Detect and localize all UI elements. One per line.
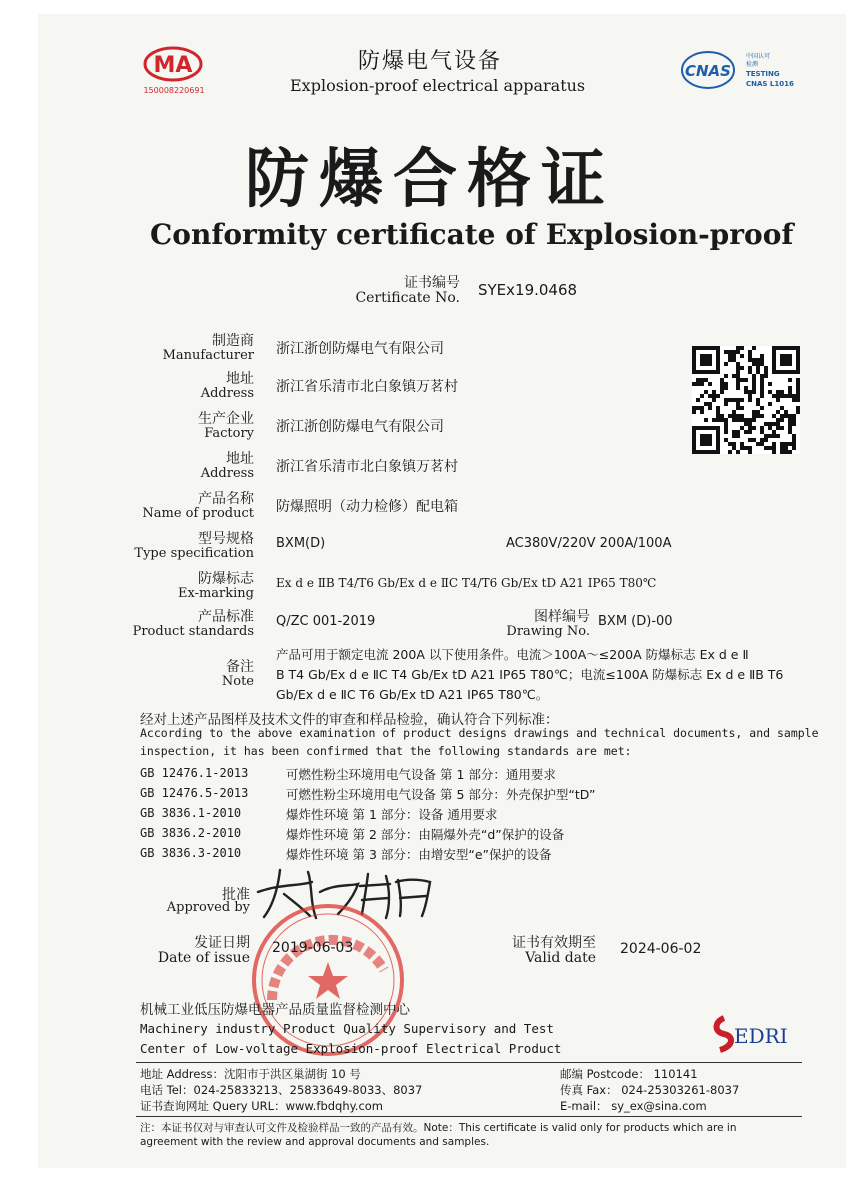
statement-en-2: inspection, it has been confirmed that the following standards are met: <box>140 744 632 758</box>
type-label-en: Type specification <box>134 546 254 561</box>
std-desc: 爆炸性环境 第 2 部分：由隔爆外壳“d”保护的设备 <box>286 827 565 842</box>
factory-label-en: Factory <box>204 426 254 441</box>
approved-label-cn: 批准 <box>222 887 250 903</box>
address1-label-cn: 地址 <box>226 371 254 387</box>
qr-code-graphic <box>692 346 800 454</box>
address2-label-cn: 地址 <box>226 451 254 467</box>
cnas-logo <box>678 46 798 96</box>
cert-no-label-en: Certificate No. <box>355 290 460 306</box>
note-line-3: Gb/Ex d e ⅡC T6 Gb/Ex tD A21 IP65 T80℃。 <box>276 687 549 702</box>
cnas-top2: 检测 <box>746 61 759 68</box>
cnas-testing: TESTING <box>746 70 780 78</box>
factory-value: 浙江浙创防爆电气有限公司 <box>276 419 444 435</box>
drawing-value: BXM (D)-00 <box>598 614 673 629</box>
note-line-2: B T4 Gb/Ex d e ⅡC T4 Gb/Ex tD A21 IP65 T80℃；电流≤100A 防爆标志 Ex d e ⅡB T6 <box>276 667 784 682</box>
edri-logo-text: EDRI <box>734 1024 788 1048</box>
divider-top <box>136 1062 802 1063</box>
divider-bottom <box>136 1116 802 1117</box>
note-label-cn: 备注 <box>226 659 254 675</box>
contact-address: 地址 Address：沈阳市于洪区巢湖街 10 号 <box>140 1067 361 1081</box>
approved-label-en: Approved by <box>166 900 250 915</box>
product-label-en: Name of product <box>142 506 254 521</box>
standards-label-cn: 产品标准 <box>198 609 254 625</box>
address2-label-en: Address <box>200 466 254 481</box>
std-desc: 爆炸性环境 第 1 部分：设备 通用要求 <box>286 807 498 822</box>
std-code: GB 12476.5-2013 <box>140 786 249 800</box>
header-en-title: Explosion-proof electrical apparatus <box>290 76 586 95</box>
statement-cn: 经对上述产品图样及技术文件的审查和样品检验，确认符合下列标准： <box>140 712 559 728</box>
contact-postcode: 邮编 Postcode： 110141 <box>560 1067 698 1081</box>
header-cn-title: 防爆电气设备 <box>357 49 502 74</box>
cnas-logo-text: CNAS <box>685 62 731 80</box>
std-code: GB 3836.3-2010 <box>140 846 242 860</box>
type-label-cn: 型号规格 <box>198 531 254 547</box>
product-label-cn: 产品名称 <box>198 491 254 507</box>
cnas-top: 中国认可 <box>746 53 771 60</box>
issue-label-en: Date of issue <box>157 950 250 966</box>
std-code: GB 3836.2-2010 <box>140 826 242 840</box>
address1-value: 浙江省乐清市北白象镇万茗村 <box>276 379 458 395</box>
std-desc: 爆炸性环境 第 3 部分：由增安型“e”保护的设备 <box>286 847 552 862</box>
exmarking-value: Ex d e ⅡB T4/T6 Gb/Ex d e ⅡC T4/T6 Gb/Ex tD A21 IP65 T80℃ <box>276 576 657 590</box>
contact-tel: 电话 Tel：024-25833213、25833649-8033、8037 <box>140 1083 423 1097</box>
title-en: Conformity certificate of Explosion-proof <box>150 218 794 251</box>
issuer-cn: 机械工业低压防爆电器产品质量监督检测中心 <box>140 1002 410 1018</box>
std-code: GB 12476.1-2013 <box>140 766 249 780</box>
std-desc: 可燃性粉尘环境用电气设备 第 1 部分：通用要求 <box>286 767 556 782</box>
manufacturer-value: 浙江浙创防爆电气有限公司 <box>276 341 444 357</box>
note-label-en: Note <box>221 674 254 689</box>
ma-logo-text: MA <box>153 53 193 78</box>
contact-email: E-mail： sy_ex@sina.com <box>560 1099 707 1113</box>
valid-value: 2024-06-02 <box>620 941 702 957</box>
exmarking-label-en: Ex-marking <box>177 586 254 601</box>
exmarking-label-cn: 防爆标志 <box>198 571 254 587</box>
type-value: BXM(D) <box>276 536 326 551</box>
drawing-label-cn: 图样编号 <box>534 609 590 625</box>
contact-fax: 传真 Fax： 024-25303261-8037 <box>560 1083 740 1097</box>
standards-value: Q/ZC 001-2019 <box>276 614 376 629</box>
manufacturer-label-en: Manufacturer <box>162 348 254 363</box>
contact-url: 证书查询网址 Query URL：www.fbdqhy.com <box>140 1099 384 1113</box>
cert-no-label-cn: 证书编号 <box>404 275 460 291</box>
product-value: 防爆照明（动力检修）配电箱 <box>276 499 458 515</box>
standards-label-en: Product standards <box>132 624 254 639</box>
address2-value: 浙江省乐清市北白象镇万茗村 <box>276 459 458 475</box>
drawing-label-en: Drawing No. <box>506 624 590 639</box>
title-cn: 防爆合格证 <box>245 143 615 217</box>
footer-line-1: 注：本证书仅对与审查认可文件及检验样品一致的产品有效。Note：This certificate is valid only for products which are in <box>140 1122 737 1134</box>
std-desc: 可燃性粉尘环境用电气设备 第 5 部分：外壳保护型“tD” <box>286 787 596 802</box>
issuer-en-2: Center of Low-voltage Explosion-proof Electrical Product <box>140 1041 562 1056</box>
note-line-1: 产品可用于额定电流 200A 以下使用条件。电流＞100A～≤200A 防爆标志 Ex d e Ⅱ <box>276 647 749 662</box>
edri-logo <box>712 1012 802 1054</box>
footer-line-2: agreement with the review and approval documents and samples. <box>140 1136 490 1148</box>
std-code: GB 3836.1-2010 <box>140 806 242 820</box>
cnas-number: CNAS L1016 <box>746 80 794 88</box>
statement-en-1: According to the above examination of product designs drawings and technical documents, and sample <box>140 726 819 740</box>
valid-label-cn: 证书有效期至 <box>512 935 596 951</box>
valid-label-en: Valid date <box>525 950 596 966</box>
type-value2: AC380V/220V 200A/100A <box>506 536 672 551</box>
official-stamp <box>248 900 408 1060</box>
manufacturer-label-cn: 制造商 <box>212 333 254 349</box>
issuer-en-1: Machinery industry Product Quality Supervisory and Test <box>140 1021 554 1036</box>
address1-label-en: Address <box>200 386 254 401</box>
issue-label-cn: 发证日期 <box>194 935 250 951</box>
factory-label-cn: 生产企业 <box>198 411 254 427</box>
qr-code <box>692 346 800 454</box>
issue-value: 2019-06-03 <box>272 940 354 956</box>
cert-no-value: SYEx19.0468 <box>478 281 578 299</box>
ma-number: 150008220691 <box>143 86 205 95</box>
